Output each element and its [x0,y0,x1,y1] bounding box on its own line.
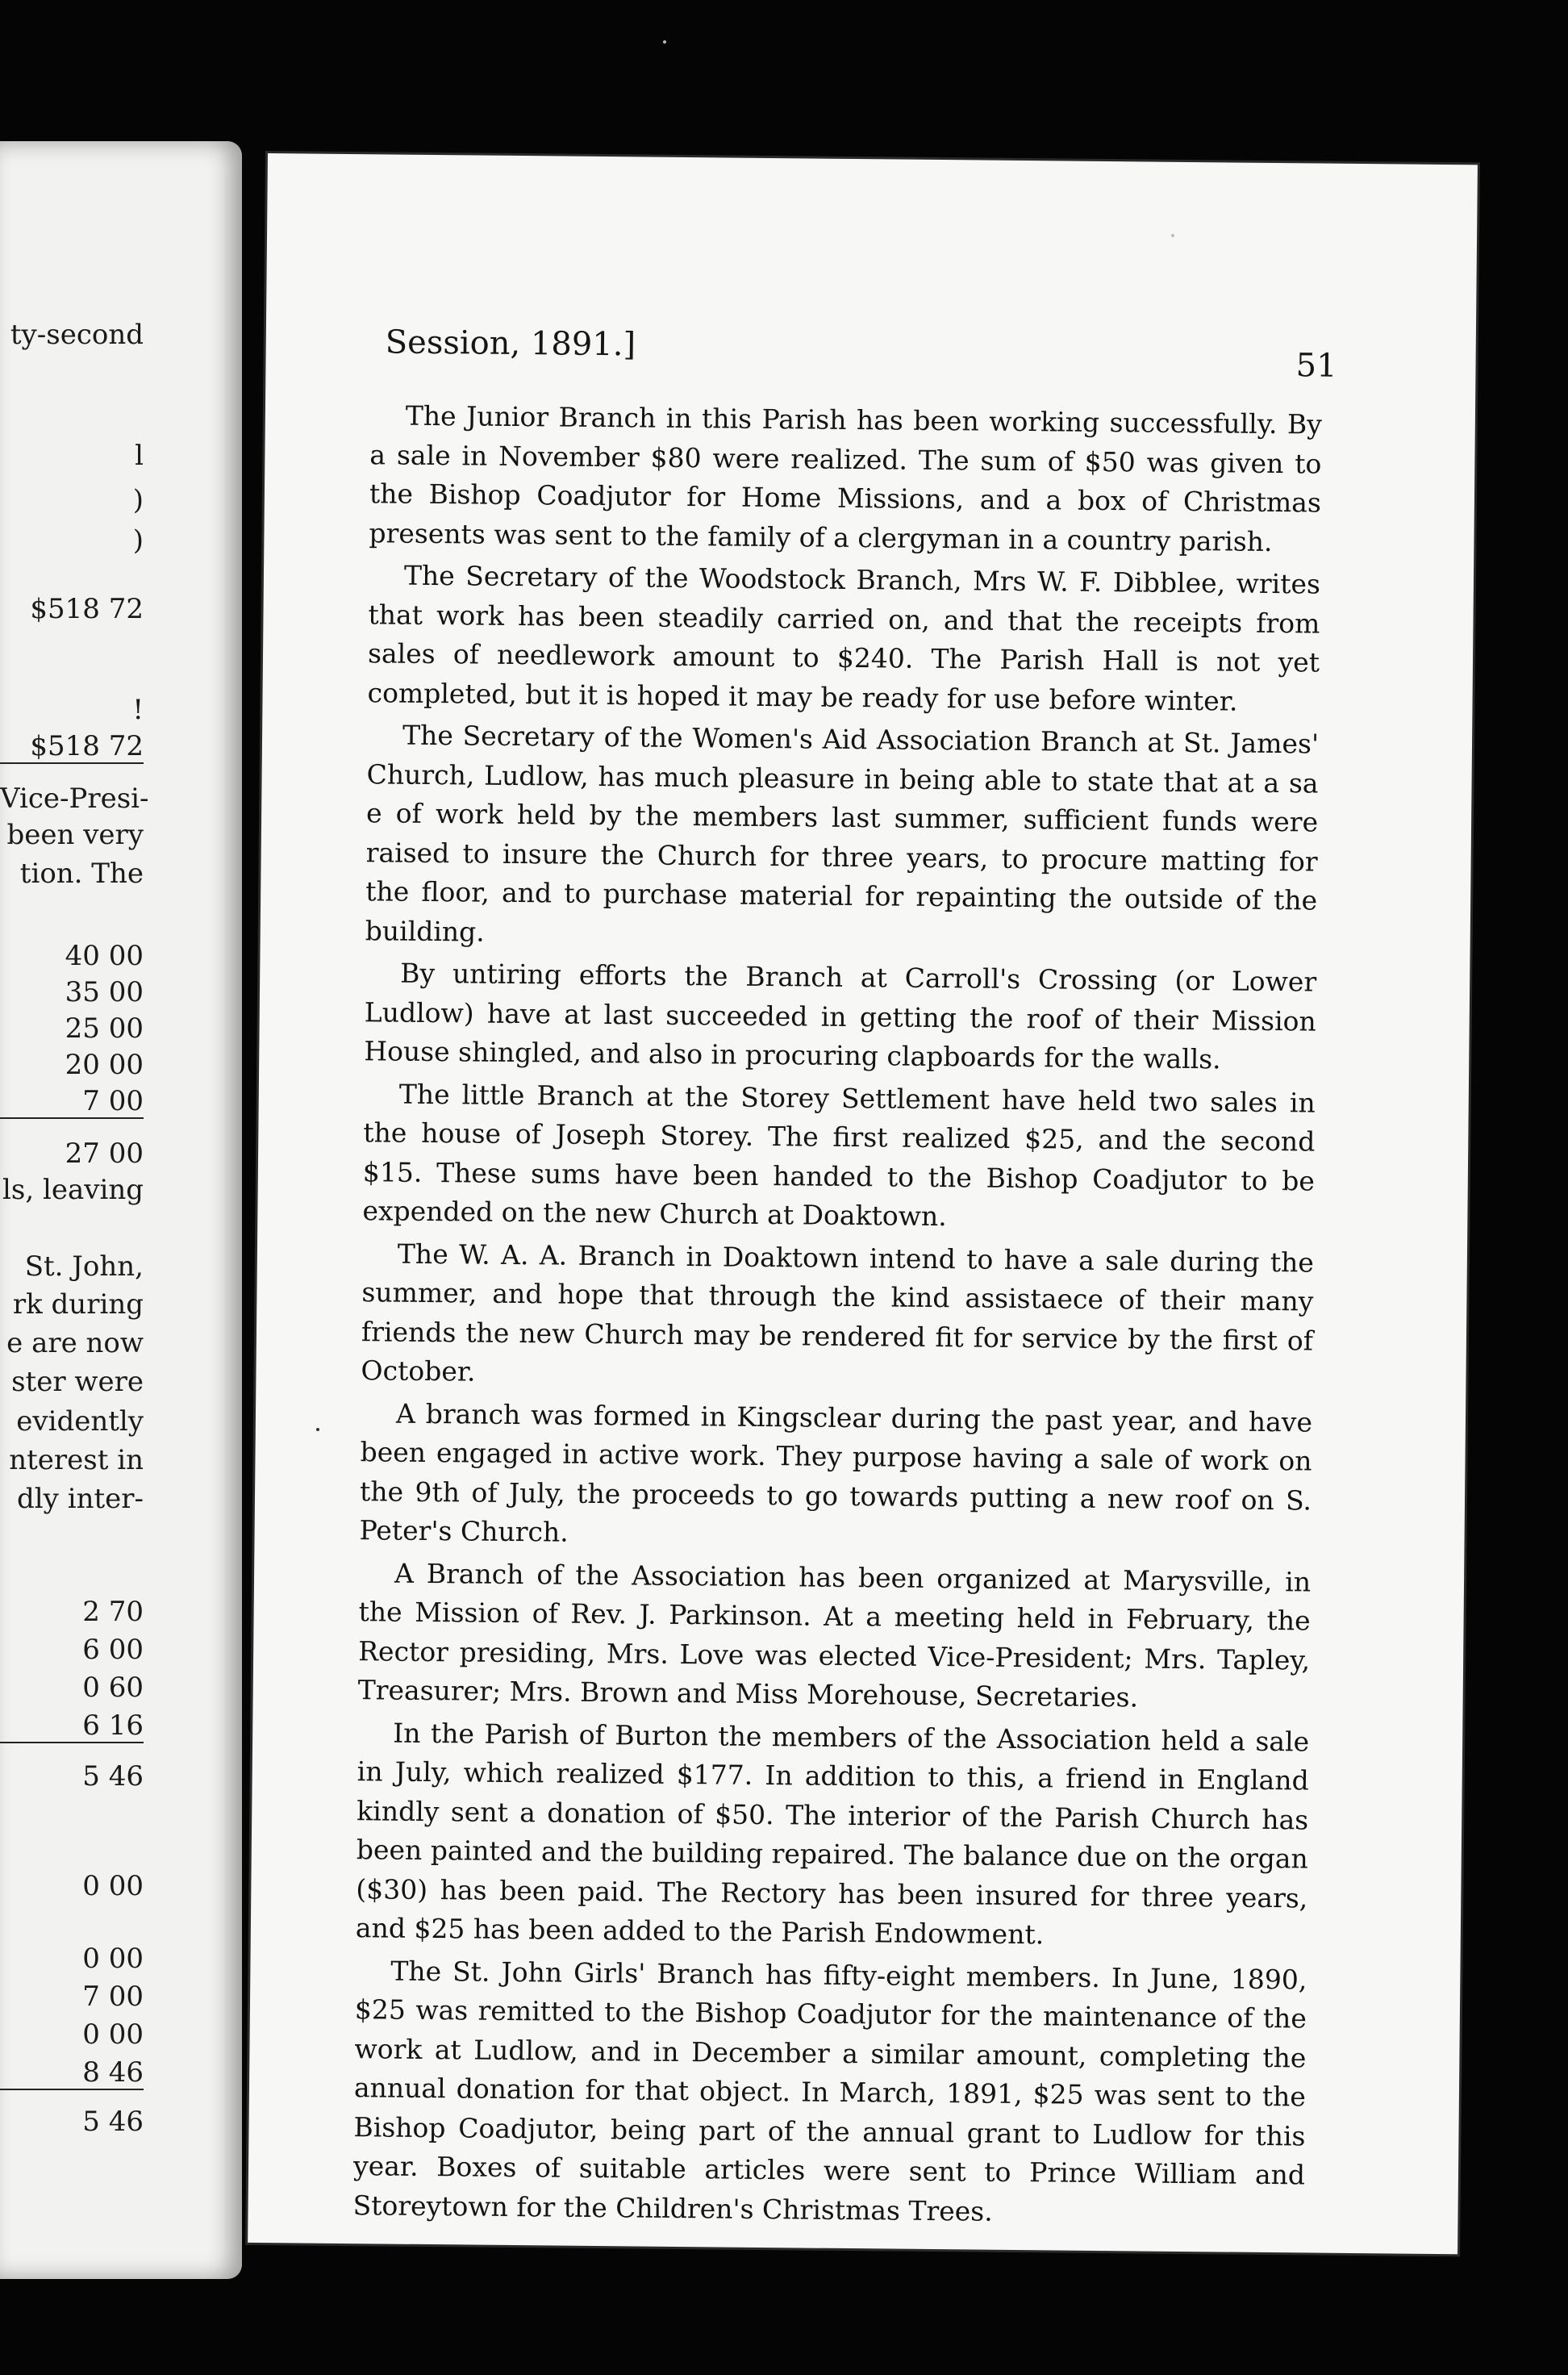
left-page-line: 25 00 [65,1012,144,1045]
right-page [248,153,1478,2254]
left-page-line: $518 72 [30,593,144,625]
paragraph-storey-settlement: The little Branch at the Storey Settlement have held two sales in the house of Joseph Storey. The first realized $25, and the second $15. These sums have been handed to the Bishop Coadjutor to be expended on the new Church at Doaktown. [362,1078,1316,1233]
paragraph-marysville: A Branch of the Association has been organized at Marysville, in the Mission of Rev. J. Parkinson. At a meeting held in February, the Rector presiding, Mrs. Love was elected Vice-President; Mrs. Tapley, Treasurer; Mrs. Brown and Miss Morehouse, Secretaries. [357,1557,1312,1713]
left-page-line: 0 00 [82,2018,144,2051]
paragraph-kingsclear: A branch was formed in Kingsclear during the past year, and have been engaged in active work. They purpose having a sale of work on the 9th of July, the proceeds to go towards putting a new roof on S. Peter's Church. [359,1397,1313,1548]
left-page-line: 6 16 [0,1709,144,1743]
page-number: 51 [1295,347,1337,385]
left-page-line: 7 00 [82,1981,144,2013]
session-heading: Session, 1891.] [385,323,636,364]
paragraph-carrolls-crossing: By untiring efforts the Branch at Carroll's Crossing (or Lower Ludlow) have at last succeeded in getting the roof of their Mission House shingled, and also in procuring clapboards for the walls. [364,957,1317,1075]
left-page-line: tion. The [19,858,144,890]
paragraph-woodstock: The Secretary of the Woodstock Branch, Mrs W. F. Dibblee, writes that work has been steadily carried on, and that the receipts from sales of needlework amount to $240. The Parish Hall is not yet completed, but it is hoped it may be ready for use before winter. [367,559,1321,717]
left-page-line: Vice-Presi- [0,783,149,815]
left-page-line: ) [132,524,144,557]
left-page-line: evidently [16,1405,144,1438]
left-page-line: ! [132,694,144,726]
left-page-line: dly inter- [17,1483,144,1515]
paragraph-burton: In the Parish of Burton the members of the Association held a sale in July, which realized $177. In addition to this, a friend in England kindly sent a donation of $50. The interior of the Parish Church has been painted and the building repaired. The balance due on the organ ($30) has been paid. The Rectory has been insured for three years, and $25 has been added to the Parish Endowment. [355,1717,1310,1951]
left-page-line: ster were [11,1366,144,1398]
left-page-line: rk during [12,1288,144,1321]
left-page-line: 27 00 [65,1137,144,1170]
left-page-line: 0 00 [82,1870,144,1902]
left-page-line: 5 46 [82,1760,144,1793]
left-page-line: 0 60 [82,1672,144,1704]
left-page-line: e are now [6,1327,144,1359]
film-speck [1171,234,1174,237]
left-page-line: ty-second [10,319,144,351]
left-page-line: St. John, [24,1250,144,1283]
film-speck [663,40,666,44]
left-page-line: 8 46 [0,2056,144,2090]
body-text [352,396,1322,2237]
left-page-line: 2 70 [82,1596,144,1628]
left-page-line: 7 00 [0,1085,144,1119]
paragraph-ludlow: The Secretary of the Women's Aid Association Branch at St. James' Church, Ludlow, has much pleasure in being able to state that at a sa e of work held by the members last summer, sufficient funds were raised to insure the Church for three years, to procure matting for the floor, and to purchase material for repainting the outside of the building. [365,719,1320,948]
film-speck [316,1428,319,1431]
left-page-line: 20 00 [65,1049,144,1081]
page-header [385,323,1337,385]
left-page-line: 6 00 [82,1634,144,1666]
left-page-line: ls, leaving [2,1174,144,1206]
left-page-line: been very [6,819,144,851]
left-page-line: 5 46 [82,2106,144,2138]
left-page [0,141,242,2279]
left-page-line: 35 00 [65,976,144,1008]
left-page-line: nterest in [9,1444,144,1476]
left-page-line: l [135,440,144,472]
left-page-line: 0 00 [82,1943,144,1975]
paragraph-st-john-girls: The St. John Girls' Branch has fifty-eight members. In June, 1890, $25 was remitted to the Bishop Coadjutor for the maintenance of the work at Ludlow, and in December a similar amount, completing the annual donation for that object. In March, 1891, $25 was sent to the Bishop Coadjutor, being part of the annual grant to Ludlow for this year. Boxes of suitable articles were sent to Prince William and Storeytown for the Children's Christmas Trees. [352,1955,1307,2227]
left-page-line: 40 00 [65,940,144,972]
paragraph-junior-branch: The Junior Branch in this Parish has been working successfully. By a sale in November $80 were realized. The sum of $50 was given to the Bishop Coadjutor for Home Missions, and a box of Christmas presents was sent to the family of a clergyman in a country parish. [369,399,1323,557]
left-page-line: $518 72 [0,730,144,764]
paragraph-doaktown: The W. A. A. Branch in Doaktown intend to have a sale during the summer, and hope that through the kind assistaece of their many friends the new Church may be rendered fit for service by the first of October. [361,1238,1315,1388]
left-page-line: ) [132,484,144,516]
